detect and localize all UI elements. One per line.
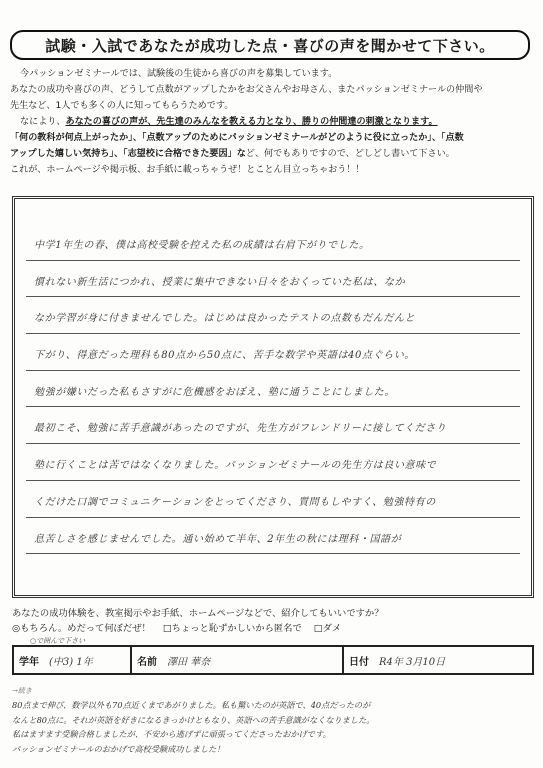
follow-up-line: 私はますます受験合格しましたが、不安から逃げずに頑張ってくださったおかげです。 bbox=[12, 729, 331, 740]
intro-emphasis: あなたの喜びの声が、先生達のみんなを教える力となり、勝りの仲間達の刺激となります。 bbox=[65, 117, 438, 127]
ruled-line: なか学習が身に付きませんでした。はじめは良かったテストの点数もだんだんと bbox=[26, 297, 520, 334]
name-label: 名前 bbox=[137, 656, 157, 668]
intro-line: 今パッションゼミナールでは、試験後の生徒から喜びの声を募集しています。 bbox=[20, 69, 338, 79]
consent-question bbox=[12, 606, 384, 636]
intro-line bbox=[10, 146, 536, 162]
date-cell bbox=[344, 647, 532, 673]
grade-value: (中3) 1年 bbox=[49, 656, 93, 668]
intro-line: これが、ホームページや掲示板、お手紙に載っちゃうぜ！とことん目立っちゃおう！！ bbox=[10, 165, 365, 175]
student-info-table bbox=[12, 645, 534, 675]
intro-text bbox=[10, 66, 536, 178]
consent-option-yes[interactable]: ◎もちろん。めだって何ぼだぜ！ bbox=[12, 623, 151, 634]
continuation-mark: →続き bbox=[12, 687, 32, 695]
ruled-line: 慣れない新生活につかれ、授業に集中できない日々をおくっていた私は、なか bbox=[26, 261, 520, 298]
date-value: R4年 3月10日 bbox=[379, 656, 446, 668]
intro-line: 「何の教科が何点上がったか」、「点数アップのためにパッションゼミナールがどのように役に立ったか」、「点数 bbox=[10, 133, 464, 143]
follow-up-line: なんと80点に。それが英語を好きになるきっかけともなり、英語への苦手意識がなくなりました。 bbox=[12, 714, 375, 725]
ruled-line: 下がり、得意だった理科も80点から50点に、苦手な数学や英語は40点ぐらい。 bbox=[26, 334, 520, 371]
consent-option-no[interactable]: □ダメ bbox=[313, 623, 342, 634]
page-title: 試験・入試であなたが成功した点・喜びの声を聞かせて下さい。 bbox=[10, 30, 530, 60]
ruled-line: 息苦しさを感じませんでした。通い始めて半年、2年生の秋には理科・国語が bbox=[26, 518, 520, 555]
name-value: 澤田 華奈 bbox=[167, 656, 211, 668]
ruled-line: 最初こそ、勉強に苦手意識があったのですが、先生方がフレンドリーに接してくださり bbox=[26, 407, 520, 444]
ruled-line: くだけた口調でコミュニケーションをとってくださり、質問もしやすく、勉強特有の bbox=[26, 481, 520, 518]
grade-cell bbox=[14, 647, 132, 673]
consent-option-anonymous[interactable]: □ちょっと恥ずかしいから匿名で bbox=[162, 623, 302, 634]
name-cell bbox=[132, 647, 344, 673]
grade-label: 学年 bbox=[19, 656, 39, 668]
ruled-line: 塾に行くことは苦ではなくなりました。パッションゼミナールの先生方は良い意味で bbox=[26, 444, 520, 481]
handwritten-answer bbox=[26, 224, 520, 554]
consent-handwritten-note: ○で囲んで下さい bbox=[30, 637, 86, 645]
ruled-line: 中学1年生の春、僕は高校受験を控えた私の成績は右肩下がりでした。 bbox=[26, 224, 520, 261]
intro-line: 先生など、1人でも多くの人に知ってもらうためです。 bbox=[10, 101, 234, 111]
intro-fragment: ど、何でもありですので、どしどし書いて下さい。 bbox=[245, 149, 455, 159]
follow-up-line: パッションゼミナールのおかげで高校受験成功しました！ bbox=[12, 743, 225, 754]
intro-emphasis: アップした嬉しい気持ち」、「志望校に合格できた要因」な bbox=[10, 149, 246, 159]
follow-up-line: 80点まで伸び、数学以外も70点近くまであがりました。私も驚いたのが英語で、40点だったのが bbox=[12, 700, 371, 711]
intro-fragment: なにより、 bbox=[20, 117, 66, 127]
ruled-line: 勉強が嫌いだった私もさすがに危機感をおぼえ、塾に通うことにしました。 bbox=[26, 371, 520, 408]
date-label: 日付 bbox=[349, 656, 369, 668]
intro-line: あなたの成功や喜びの声、どうして点数がアップしたかをお父さんやお母さん、またパッションゼミナールの仲間や bbox=[10, 85, 483, 95]
intro-line bbox=[10, 114, 536, 130]
consent-text: あなたの成功体験を、教室掲示やお手紙、ホームページなどで、紹介してもいいですか？ bbox=[12, 608, 384, 619]
follow-up-note bbox=[12, 684, 534, 756]
consent-options bbox=[12, 621, 384, 636]
